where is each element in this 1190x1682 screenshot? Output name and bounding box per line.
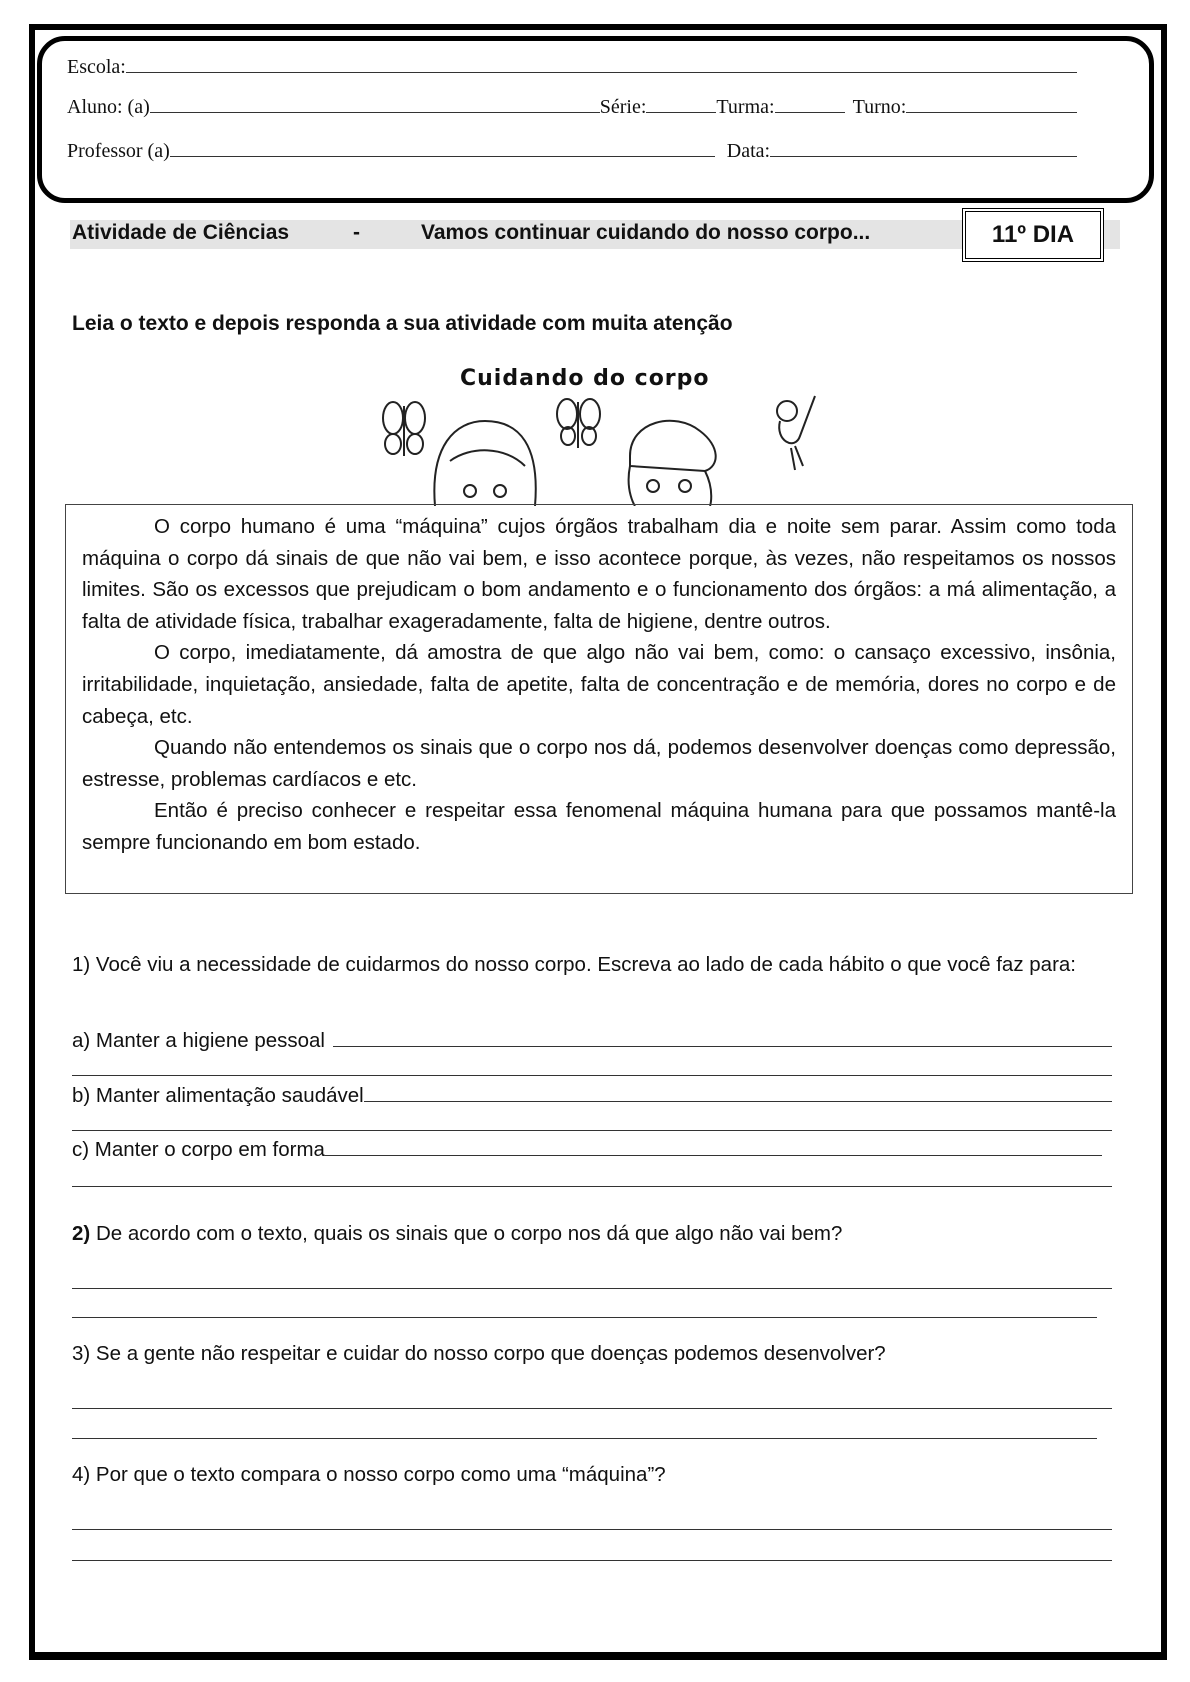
school-field[interactable] — [126, 54, 1077, 73]
answer-line[interactable] — [72, 1130, 1112, 1131]
girl-face — [434, 421, 535, 506]
day-badge: 11º DIA — [962, 208, 1104, 262]
answer-line[interactable] — [72, 1317, 1097, 1318]
instruction: Leia o texto e depois responda a sua atividade com muita atenção — [72, 312, 733, 335]
answer-line[interactable] — [72, 1075, 1112, 1076]
children-butterflies-drawing — [375, 366, 875, 506]
answer-line[interactable] — [72, 1438, 1097, 1439]
illustration-title: Cuidando do corpo — [460, 366, 710, 391]
paragraph: O corpo, imediatamente, dá amostra de que algo não vai bem, como: o cansaço excessivo, insônia, irritabilidade, inquietação, ansiedade, falta de apetite, falta de concentração e de memória, dores no corpo e de cabeça, etc. — [82, 641, 1116, 728]
question-3: 3) Se a gente não respeitar e cuidar do nosso corpo que doenças podemos desenvolver? — [72, 1342, 886, 1365]
student-label: Aluno: (a) — [67, 96, 150, 118]
student-row — [67, 94, 1077, 119]
question-2 — [72, 1219, 1112, 1249]
answer-line[interactable] — [72, 1560, 1112, 1561]
student-field[interactable] — [150, 94, 600, 113]
question-4: 4) Por que o texto compara o nosso corpo como uma “máquina”? — [72, 1463, 666, 1486]
activity-subject: Atividade de Ciências — [72, 221, 290, 244]
activity-title: Vamos continuar cuidando do nosso corpo... — [421, 221, 871, 244]
question-1c — [72, 1135, 1112, 1165]
question-1c-label: c) Manter o corpo em forma — [72, 1138, 325, 1161]
answer-1a-field[interactable] — [333, 1028, 1112, 1047]
shift-field[interactable] — [906, 94, 1077, 113]
answer-line[interactable] — [72, 1186, 1112, 1187]
question-1a-label: a) Manter a higiene pessoal — [72, 1029, 325, 1052]
paragraph: Então é preciso conhecer e respeitar essa fenomenal máquina humana para que possamos mantê-la sempre funcionando em bom estado. — [82, 799, 1116, 854]
school-label: Escola: — [67, 56, 126, 78]
paragraph: Quando não entendemos os sinais que o corpo nos dá, podemos desenvolver doenças como depressão, estresse, problemas cardíacos e etc. — [82, 736, 1116, 791]
grade-label: Série: — [599, 96, 647, 118]
boy-face — [629, 421, 716, 506]
teacher-label: Professor (a) — [67, 140, 170, 162]
question-1a — [72, 1026, 1112, 1056]
question-1: 1) Você viu a necessidade de cuidarmos do nosso corpo. Escreva ao lado de cada hábito o que você faz para: — [72, 953, 1076, 976]
illustration — [375, 366, 875, 506]
activity-separator: - — [353, 221, 360, 244]
class-label: Turma: — [716, 96, 775, 118]
answer-line[interactable] — [72, 1288, 1112, 1289]
class-field[interactable] — [775, 94, 845, 113]
answer-1c-field[interactable] — [325, 1137, 1102, 1156]
date-label: Data: — [726, 140, 771, 162]
answer-1b-field[interactable] — [364, 1083, 1112, 1102]
bird-icon — [777, 396, 815, 470]
butterfly-icon — [383, 402, 425, 456]
answer-line[interactable] — [72, 1408, 1112, 1409]
question-2-text: De acordo com o texto, quais os sinais que o corpo nos dá que algo não vai bem? — [95, 1222, 843, 1245]
question-1b — [72, 1081, 1112, 1111]
shift-label: Turno: — [852, 96, 907, 118]
grade-field[interactable] — [646, 94, 716, 113]
answer-line[interactable] — [72, 1529, 1112, 1530]
paragraph: O corpo humano é uma “máquina” cujos órgãos trabalham dia e noite sem parar. Assim como toda máquina o corpo dá sinais de que não vai bem, e isso acontece porque, às vezes, não respeitamos os nossos limites. São os excessos que prejudicam o bom andamento e o funcionamento dos órgãos: a má alimentação, a falta de atividade física, trabalhar exageradamente, falta de higiene, dentre outros. — [82, 515, 1116, 633]
teacher-row — [67, 138, 1077, 163]
teacher-field[interactable] — [170, 138, 715, 157]
question-1b-label: b) Manter alimentação saudável — [72, 1084, 364, 1107]
butterfly-icon — [557, 399, 600, 448]
school-row — [67, 54, 1077, 79]
question-2-number: 2) — [72, 1222, 91, 1245]
date-field[interactable] — [770, 138, 1077, 157]
reading-text-box — [65, 504, 1133, 894]
